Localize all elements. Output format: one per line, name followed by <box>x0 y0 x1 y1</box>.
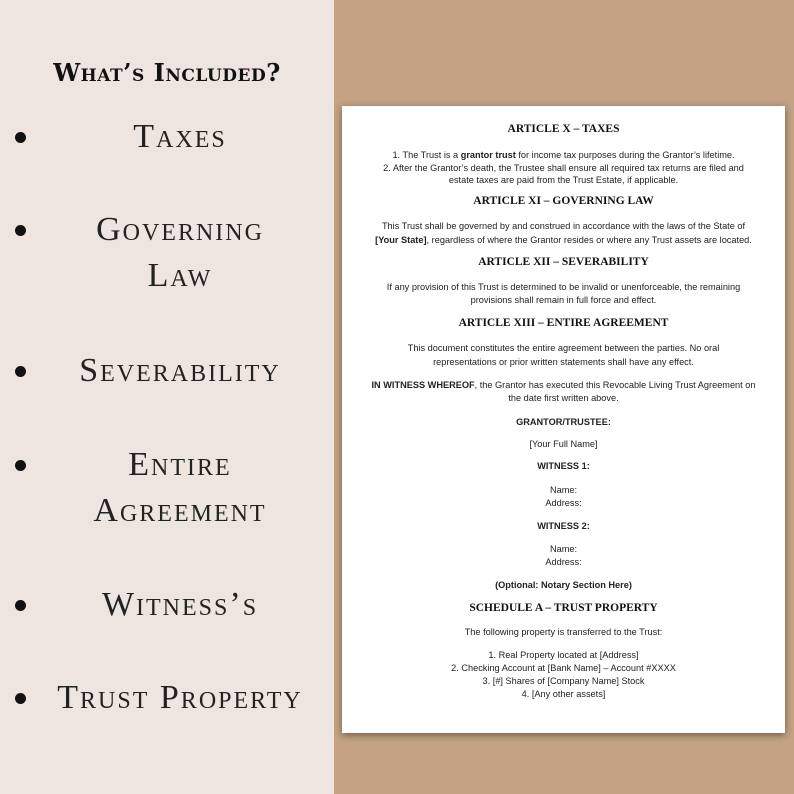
item-label: Entire <box>128 446 232 483</box>
item-label: Trust Property <box>57 679 303 716</box>
witness-1-address: Address: <box>545 498 582 508</box>
article-xii-text-2: provisions shall remain in full force and effect. <box>470 295 657 305</box>
article-x-item-2-cont: estate taxes are paid from the Trust Estate, if applicable. <box>448 175 679 185</box>
witness-1-label: WITNESS 1: <box>537 461 590 471</box>
article-xiii-text: This document constitutes the entire agreement between the parties. No oral <box>407 343 720 353</box>
article-xi-title: ARTICLE XI – GOVERNING LAW <box>473 195 654 207</box>
bullet-icon <box>15 132 26 143</box>
article-xiii-text-2: representations or prior written statements shall have any effect. <box>433 357 694 367</box>
text-bold: grantor trust <box>460 150 516 160</box>
witness-2-address: Address: <box>545 557 582 567</box>
witness-2-label: WITNESS 2: <box>537 521 590 531</box>
article-x-item-1 <box>342 149 785 162</box>
grantor-name: [Your Full Name] <box>529 439 598 449</box>
article-x-title: ARTICLE X – TAXES <box>507 123 620 135</box>
text-bold: [Your State] <box>375 235 427 245</box>
notary-note: (Optional: Notary Section Here) <box>495 580 632 590</box>
item-label: Taxes <box>133 118 227 155</box>
schedule-a-intro: The following property is transferred to the Trust: <box>464 627 663 637</box>
article-xi-text: This Trust shall be governed by and construed in accordance with the laws of the State of <box>381 221 746 231</box>
item-label: Witness’s <box>101 586 259 623</box>
text: 1. The Trust is a <box>392 150 461 160</box>
text: for income tax purposes during the Grantor’s lifetime. <box>515 150 735 160</box>
item-label: Severability <box>79 352 281 389</box>
schedule-a-item: 2. Checking Account at [Bank Name] – Account #XXXX <box>451 663 676 673</box>
witness-clause <box>342 379 785 392</box>
bullet-icon <box>15 366 26 377</box>
article-xi-text-2 <box>342 234 785 247</box>
grantor-label: GRANTOR/TRUSTEE: <box>516 417 611 427</box>
article-xii-title: ARTICLE XII – SEVERABILITY <box>478 256 649 268</box>
article-xii-text: If any provision of this Trust is determined to be invalid or unenforceable, the remaining <box>386 282 741 292</box>
article-xiii-title: ARTICLE XIII – ENTIRE AGREEMENT <box>458 317 669 329</box>
bullet-icon <box>15 693 26 704</box>
text-bold: IN WITNESS WHEREOF <box>371 380 475 390</box>
witness-2-name: Name: <box>549 544 578 554</box>
text: , the Grantor has executed this Revocable Living Trust Agreement on <box>474 380 756 390</box>
page-heading: What’s Included? <box>53 58 281 87</box>
schedule-a-item: 3. [#] Shares of [Company Name] Stock <box>482 676 645 686</box>
schedule-a-item: 1. Real Property located at [Address] <box>488 650 639 660</box>
text: , regardless of where the Grantor resides or where any Trust assets are located. <box>426 235 752 245</box>
item-label-line2: Agreement <box>93 492 267 529</box>
witness-1-name: Name: <box>549 485 578 495</box>
bullet-icon <box>15 600 26 611</box>
bullet-icon <box>15 225 26 236</box>
left-panel <box>0 0 334 794</box>
witness-clause-2: the date first written above. <box>508 393 619 403</box>
article-x-item-2: 2. After the Grantor’s death, the Trustee shall ensure all required tax returns are filed and <box>383 163 744 173</box>
item-label: Governing <box>96 211 264 248</box>
bullet-icon <box>15 460 26 471</box>
item-label-line2: Law <box>147 257 213 294</box>
schedule-a-item: 4. [Any other assets] <box>521 689 606 699</box>
document-preview <box>342 106 785 733</box>
schedule-a-title: SCHEDULE A – TRUST PROPERTY <box>469 602 658 614</box>
